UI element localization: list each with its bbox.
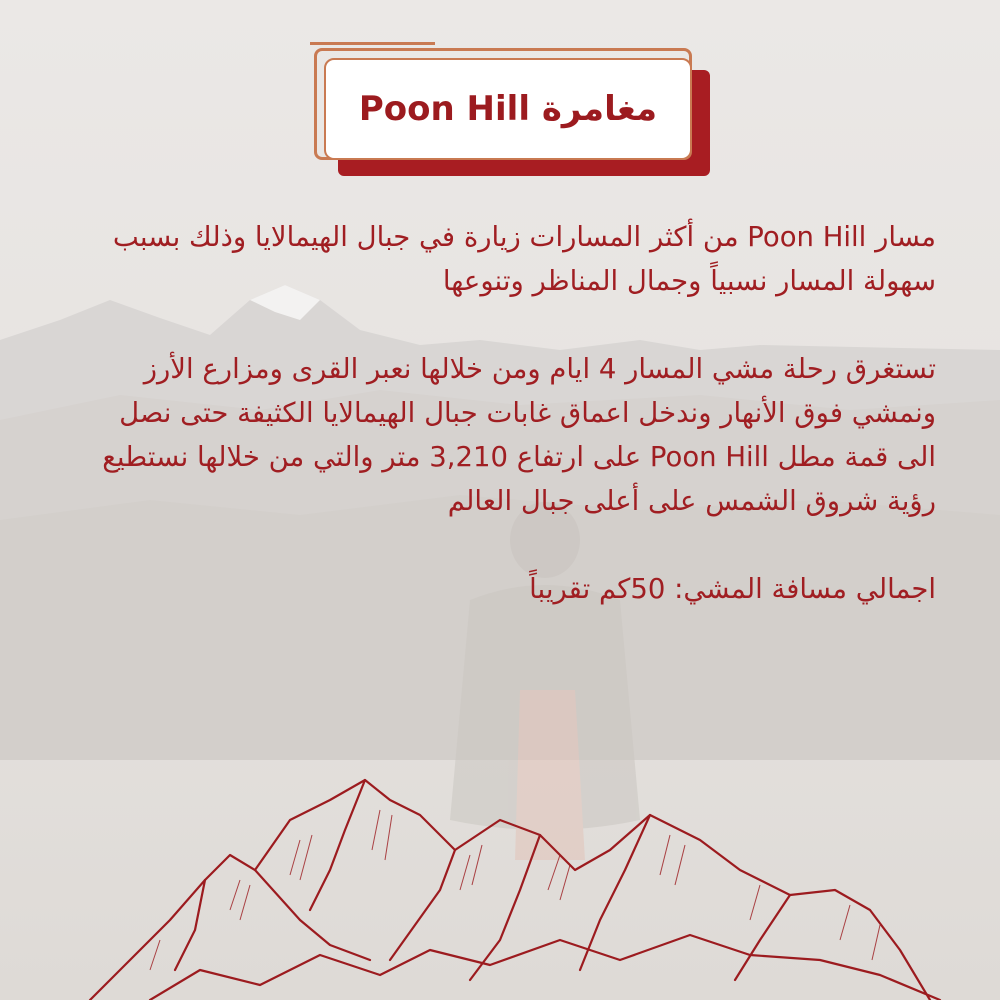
page-title: مغامرة Poon Hill — [358, 89, 658, 129]
paragraph-trip: تستغرق رحلة مشي المسار 4 ايام ومن خلالها نعبر القرى ومزارع الأرز ونمشي فوق الأنهار وندخل اعماق غابات جبال الهيمالايا الكثيفة حتى نصل الى قمة مطل Poon Hill على ارتفاع 3,210 متر والتي من خلالها نستطيع رؤية شروق الشمس على أعلى جبال العالم — [102, 353, 936, 517]
mountain-ridge-4 — [580, 815, 650, 970]
mountain-ridge-1 — [255, 870, 370, 960]
foothills — [150, 935, 940, 1000]
title-badge — [310, 42, 710, 187]
paragraph-distance: اجمالي مسافة المشي: 50كم تقريباً — [529, 573, 936, 605]
body-text — [84, 215, 936, 611]
title-box — [324, 58, 692, 160]
mountain-ridge-2 — [310, 780, 365, 910]
mountain-ridge-7 — [175, 880, 205, 970]
mountain-outline — [90, 780, 930, 1000]
paragraph-intro: مسار Poon Hill من أكثر المسارات زيارة في جبال الهيمالايا وذلك بسبب سهولة المسار نسبياً وجمال المناظر وتنوعها — [112, 221, 936, 297]
title-decor-line — [310, 42, 435, 45]
mountains-illustration — [0, 760, 1000, 1000]
mountain-ridge-5 — [470, 835, 540, 980]
mountain-ridge-3 — [390, 850, 455, 960]
mountain-hatching — [150, 810, 880, 970]
mountain-ridge-6 — [735, 895, 790, 980]
